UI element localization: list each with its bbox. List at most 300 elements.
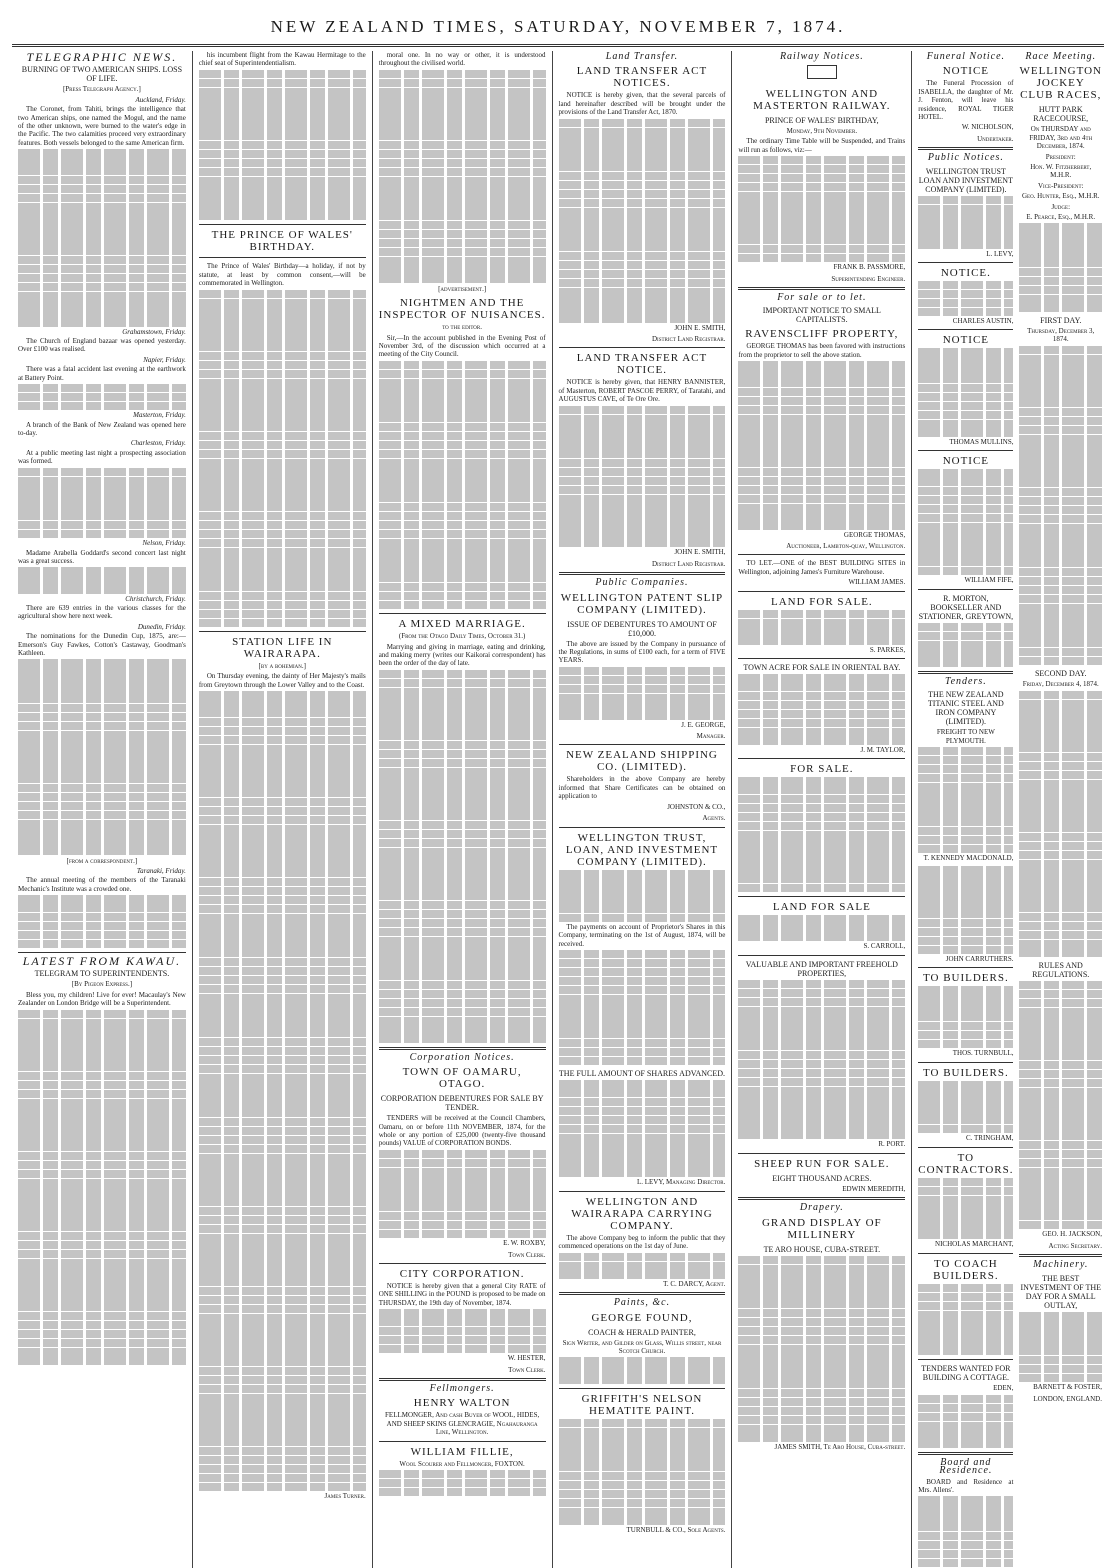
text-line — [199, 212, 366, 220]
text-line — [18, 185, 186, 193]
signature: THOS. TURNBULL, — [952, 1049, 1014, 1058]
text-line — [18, 811, 186, 819]
signature: L. LEVY, — [986, 249, 1014, 258]
text-line — [199, 441, 366, 449]
text-line — [559, 1116, 726, 1124]
text-line — [738, 1282, 905, 1290]
text-line — [559, 288, 726, 296]
text-line — [918, 514, 1013, 522]
text-line — [18, 494, 186, 502]
text-line — [18, 1241, 186, 1249]
text-line — [918, 487, 1013, 495]
text-line — [199, 807, 366, 815]
text-line — [199, 825, 366, 833]
text-line — [18, 1187, 186, 1195]
text-line — [918, 540, 1013, 548]
text-line — [379, 230, 546, 238]
text-line — [1019, 999, 1102, 1007]
headline: NOTICE. — [940, 266, 991, 279]
text-line — [199, 976, 366, 984]
text-line — [379, 679, 546, 687]
text-line — [1019, 762, 1102, 770]
text-line — [1019, 497, 1102, 505]
text-line — [18, 793, 186, 801]
text-line — [918, 901, 1013, 909]
advertisement-label: [advertisement.] — [438, 284, 487, 293]
text-line — [559, 1151, 726, 1159]
text-line — [559, 977, 726, 985]
paragraph: There are 639 entries in the various classes for the agricultural show here next week. — [18, 604, 186, 621]
text-line — [18, 713, 186, 721]
section-tenders: Tenders. — [944, 675, 987, 687]
text-line — [1019, 470, 1102, 478]
text-line — [559, 870, 726, 878]
text-line — [199, 1349, 366, 1357]
text-line — [199, 387, 366, 395]
section-drapery: Drapery. — [799, 1202, 844, 1214]
text-line — [738, 683, 905, 691]
text-line — [379, 168, 546, 176]
paragraph: NOTICE is hereby given that a general City RATE of ONE SHILLING in the POUND is proposed to be made on THURSDAY, the 19th day of November, 1874. — [378, 1281, 546, 1307]
headline: SHEEP RUN FOR SALE. — [754, 1157, 890, 1170]
text-line — [199, 459, 366, 467]
text-line — [379, 1168, 546, 1176]
text-line — [559, 878, 726, 886]
signature-title: Town Clerk. — [508, 1365, 546, 1374]
text-line — [918, 478, 1013, 486]
text-line — [1019, 833, 1102, 841]
text-line — [918, 1439, 1013, 1447]
text-line — [18, 220, 186, 228]
text-line — [559, 1253, 726, 1261]
headline-mixed-marriage: A MIXED MARRIAGE. — [398, 618, 526, 631]
text-line — [1019, 744, 1102, 752]
paragraph: BOARD and Residence at Mrs. Allens'. — [918, 1477, 1014, 1494]
text-line — [559, 539, 726, 547]
signature: JOHN E. SMITH, — [674, 323, 726, 332]
text-line — [918, 196, 1013, 204]
text-line — [918, 393, 1013, 401]
text-line — [1019, 1168, 1102, 1176]
text-line — [199, 1322, 366, 1330]
text-line — [199, 114, 366, 122]
text-line — [1019, 1105, 1102, 1113]
text-line — [379, 741, 546, 749]
text-line — [559, 406, 726, 414]
signature: W. NICHOLSON, — [961, 123, 1014, 132]
text-line — [559, 279, 726, 287]
text-line — [199, 352, 366, 360]
headline: FOR SALE. — [790, 763, 854, 776]
text-line — [559, 1516, 726, 1524]
text-line — [738, 521, 905, 529]
text-line — [1019, 895, 1102, 903]
text-line — [1019, 355, 1102, 363]
text-line — [559, 512, 726, 520]
text-line — [379, 105, 546, 113]
text-line — [559, 702, 726, 710]
text-line — [738, 822, 905, 830]
signature-title: Town Clerk. — [508, 1250, 546, 1259]
text-line — [738, 495, 905, 503]
text-line — [199, 1358, 366, 1366]
section-board-residence: Board and Residence. — [939, 1456, 993, 1477]
text-line — [18, 904, 186, 912]
text-line — [559, 136, 726, 144]
text-line — [1019, 815, 1102, 823]
text-line — [1019, 806, 1102, 814]
text-line — [1019, 479, 1102, 487]
dateline: Masterton, Friday. — [133, 411, 186, 420]
text-line — [18, 1356, 186, 1364]
text-line — [18, 802, 186, 810]
text-line — [738, 486, 905, 494]
text-line — [379, 396, 546, 404]
text-line — [559, 995, 726, 1003]
subheadline: PRINCE OF WALES' BIRTHDAY, — [764, 115, 879, 125]
text-line — [559, 950, 726, 958]
text-line — [18, 784, 186, 792]
text-line — [199, 583, 366, 591]
text-line — [199, 1207, 366, 1215]
text-line — [199, 1038, 366, 1046]
headline-prince-of-wales-birthday: THE PRINCE OF WALES' BIRTHDAY. — [211, 229, 353, 254]
text-line — [18, 402, 186, 410]
text-line — [379, 1318, 546, 1326]
text-line — [918, 818, 1013, 826]
text-line — [1019, 1374, 1102, 1382]
text-line — [559, 305, 726, 313]
text-line — [1019, 443, 1102, 451]
text-line — [918, 222, 1013, 230]
signature: JOHN CARRUTHERS. — [945, 954, 1014, 963]
paragraph: The above are issued by the Company in pursuance of the Regulations, in sums of £100 each, for a term of FIVE YEARS. — [558, 639, 726, 665]
text-line — [199, 1278, 366, 1286]
text-line — [1019, 717, 1102, 725]
subheadline: EIGHT THOUSAND ACRES. — [772, 1173, 872, 1183]
text-line — [18, 503, 186, 511]
text-line — [918, 231, 1013, 239]
text-line — [738, 1380, 905, 1388]
text-line — [738, 884, 905, 892]
text-line — [559, 1463, 726, 1471]
text-line — [918, 469, 1013, 477]
text-line — [918, 845, 1013, 853]
headline-oamaru: TOWN OF OAMARU, OTAGO. — [402, 1066, 522, 1091]
text-line — [738, 1300, 905, 1308]
headline: TO CONTRACTORS. — [918, 1151, 1014, 1176]
text-line — [738, 1273, 905, 1281]
text-line — [379, 1309, 546, 1317]
text-line — [918, 827, 1013, 835]
text-line — [1019, 621, 1102, 629]
section-railway-notices: Railway Notices. — [779, 51, 864, 62]
text-line — [738, 183, 905, 191]
text-line — [559, 1089, 726, 1097]
text-line — [1019, 488, 1102, 496]
text-line — [918, 1319, 1013, 1327]
text-line — [18, 837, 186, 845]
text-line — [199, 405, 366, 413]
text-line — [18, 283, 186, 291]
text-line — [1019, 1025, 1102, 1033]
text-line — [1019, 1096, 1102, 1104]
subheadline: COACH & HERALD PAINTER, — [588, 1327, 696, 1337]
dateline: Charleston, Friday. — [130, 439, 186, 448]
text-line — [738, 379, 905, 387]
signature: L. LEVY, Managing Director. — [636, 1178, 726, 1187]
text-line — [559, 914, 726, 922]
headline: GRAND DISPLAY OF MILLINERY — [761, 1216, 882, 1241]
text-line — [199, 432, 366, 440]
text-line — [379, 714, 546, 722]
text-line — [918, 1098, 1013, 1106]
text-line — [559, 1142, 726, 1150]
text-line — [199, 967, 366, 975]
text-line — [559, 968, 726, 976]
text-line — [559, 252, 726, 260]
text-line — [738, 998, 905, 1006]
text-line — [18, 704, 186, 712]
text-line — [379, 547, 546, 555]
text-line — [559, 1039, 726, 1047]
paragraph: GEORGE THOMAS has been favored with instructions from the proprietor to sell the above station. — [738, 342, 906, 359]
text-line — [199, 1483, 366, 1491]
text-line — [18, 485, 186, 493]
text-line — [559, 1472, 726, 1480]
date: Friday, December 4, 1874. — [1022, 680, 1099, 689]
signature-title: Manager. — [696, 732, 726, 741]
text-line — [379, 972, 546, 980]
text-line — [738, 719, 905, 727]
text-line — [379, 379, 546, 387]
subheadline: RAVENSCLIFF PROPERTY, — [745, 328, 899, 341]
text-line — [18, 1125, 186, 1133]
text-line — [1019, 1088, 1102, 1096]
text-line — [738, 1353, 905, 1361]
text-line — [559, 1454, 726, 1462]
text-line — [199, 185, 366, 193]
text-line — [738, 450, 905, 458]
text-line — [18, 1063, 186, 1071]
text-line — [18, 1090, 186, 1098]
text-line — [1019, 1221, 1102, 1229]
column-6a — [918, 51, 1013, 1568]
text-line — [1019, 515, 1102, 523]
text-line — [738, 1033, 905, 1041]
text-line — [559, 1098, 726, 1106]
text-line — [199, 1269, 366, 1277]
text-line — [918, 428, 1013, 436]
text-line — [559, 459, 726, 467]
text-line — [738, 504, 905, 512]
text-line — [738, 370, 905, 378]
text-line — [199, 450, 366, 458]
text-line — [918, 1222, 1013, 1230]
text-line — [918, 213, 1013, 221]
text-line — [1019, 735, 1102, 743]
text-line — [918, 892, 1013, 900]
text-line — [199, 753, 366, 761]
text-line — [738, 674, 905, 682]
text-line — [738, 415, 905, 423]
section-fellmongers: Fellmongers. — [429, 1382, 495, 1394]
text-line — [559, 441, 726, 449]
text-line — [738, 692, 905, 700]
section-public-companies: Public Companies. — [595, 577, 689, 589]
text-line — [738, 1051, 905, 1059]
text-line — [199, 203, 366, 211]
text-line — [18, 1019, 186, 1027]
text-line — [379, 574, 546, 582]
signature: JOHNSTON & CO., — [667, 802, 726, 811]
text-line — [379, 910, 546, 918]
text-line — [1019, 417, 1102, 425]
text-line — [379, 919, 546, 927]
text-line — [379, 556, 546, 564]
text-line — [18, 1081, 186, 1089]
section-race-meeting: Race Meeting. — [1025, 51, 1097, 62]
paragraph: Marrying and giving in marriage, eating and drinking, and making merry (writes our Kaikorai correspondent) has been the order of the day of late. — [378, 642, 546, 668]
ad-text: Wool Scourer and Fellmonger, FOXTON. — [399, 1459, 525, 1468]
text-line — [559, 667, 726, 675]
text-line — [199, 1402, 366, 1410]
text-line — [18, 846, 186, 854]
text-line — [559, 1445, 726, 1453]
text-line — [199, 1011, 366, 1019]
text-line — [1019, 948, 1102, 956]
text-line — [379, 150, 546, 158]
text-line — [1019, 268, 1102, 276]
text-line — [18, 585, 186, 593]
text-line — [379, 785, 546, 793]
text-line — [559, 243, 726, 251]
text-line — [379, 1345, 546, 1353]
text-line — [199, 789, 366, 797]
text-line — [738, 1398, 905, 1406]
text-line — [18, 468, 186, 476]
text-line — [199, 548, 366, 556]
text-line — [379, 88, 546, 96]
text-line — [18, 695, 186, 703]
text-line — [18, 1205, 186, 1213]
text-line — [18, 521, 186, 529]
text-line — [199, 530, 366, 538]
text-line — [918, 919, 1013, 927]
text-line — [379, 450, 546, 458]
text-line — [18, 512, 186, 520]
text-line — [738, 839, 905, 847]
headline: TELEGRAM TO SUPERINTENDENTS. — [34, 969, 170, 979]
text-line — [199, 379, 366, 387]
text-line — [738, 915, 905, 923]
text-line — [1019, 940, 1102, 948]
text-line — [199, 334, 366, 342]
text-line — [918, 809, 1013, 817]
text-line — [379, 441, 546, 449]
columns — [12, 50, 1104, 1534]
text-line — [199, 1331, 366, 1339]
text-line — [199, 949, 366, 957]
text-line — [1019, 541, 1102, 549]
column-6 — [911, 51, 1104, 1568]
text-line — [918, 791, 1013, 799]
text-line — [738, 636, 905, 644]
text-line — [199, 1474, 366, 1482]
headline-station-life: STATION LIFE IN WAIRARAPA. — [232, 636, 333, 661]
text-line — [379, 839, 546, 847]
text-line — [379, 432, 546, 440]
text-line — [1019, 842, 1102, 850]
paragraph: The Funeral Procession of ISABELLA, the daughter of Mr. J. Fenton, will leave his residence, ROYAL TIGER HOTEL. — [918, 79, 1014, 122]
text-line — [18, 176, 186, 184]
headline: NOTICE — [942, 334, 990, 347]
text-line — [18, 203, 186, 211]
text-line — [379, 1194, 546, 1202]
text-line — [199, 896, 366, 904]
text-line — [379, 123, 546, 131]
text-line — [1019, 241, 1102, 249]
signature: JAMES SMITH, Te Aro House, Cuba-street. — [774, 1442, 906, 1451]
headline: LAND FOR SALE. — [770, 595, 873, 608]
text-line — [379, 945, 546, 953]
text-line — [18, 766, 186, 774]
signature-title: Acting Secretary. — [1048, 1241, 1102, 1250]
text-line — [199, 1002, 366, 1010]
text-line — [1019, 577, 1102, 585]
headline: NOTICE — [942, 65, 990, 78]
text-line — [1019, 860, 1102, 868]
subheadline: THE FULL AMOUNT OF SHARES ADVANCED. — [558, 1069, 726, 1079]
text-line — [379, 670, 546, 678]
text-line — [738, 1069, 905, 1077]
headline: LAND TRANSFER ACT NOTICES. — [576, 65, 708, 90]
signature: T. C. DARCY, Agent. — [663, 1279, 726, 1288]
text-line — [738, 1407, 905, 1415]
paragraph: At a public meeting last night a prospecting association was formed. — [18, 448, 186, 466]
text-line — [199, 610, 366, 618]
text-line — [738, 1336, 905, 1344]
signature: EDEN, — [993, 1383, 1014, 1392]
text-line — [738, 1256, 905, 1264]
text-line — [918, 1107, 1013, 1115]
text-line — [379, 874, 546, 882]
text-line — [379, 1176, 546, 1184]
text-line — [918, 836, 1013, 844]
text-line — [738, 397, 905, 405]
text-line — [199, 521, 366, 529]
text-line — [199, 798, 366, 806]
text-line — [379, 583, 546, 591]
text-line — [379, 1203, 546, 1211]
text-line — [738, 786, 905, 794]
text-line — [18, 1285, 186, 1293]
headline-nightmen: NIGHTMEN AND THE INSPECTOR OF NUISANCES. — [378, 297, 546, 322]
text-line — [559, 450, 726, 458]
headline: THE NEW ZEALAND TITANIC STEEL AND IRON COMPANY (LIMITED). — [927, 690, 1004, 727]
text-line — [1019, 904, 1102, 912]
text-line — [379, 423, 546, 431]
text-line — [918, 946, 1013, 954]
text-line — [199, 931, 366, 939]
text-line — [918, 1532, 1013, 1540]
text-line — [559, 1375, 726, 1383]
text-line — [199, 851, 366, 859]
text-line — [738, 924, 905, 932]
text-line — [1019, 877, 1102, 885]
text-line — [199, 1056, 366, 1064]
text-line — [559, 1080, 726, 1088]
